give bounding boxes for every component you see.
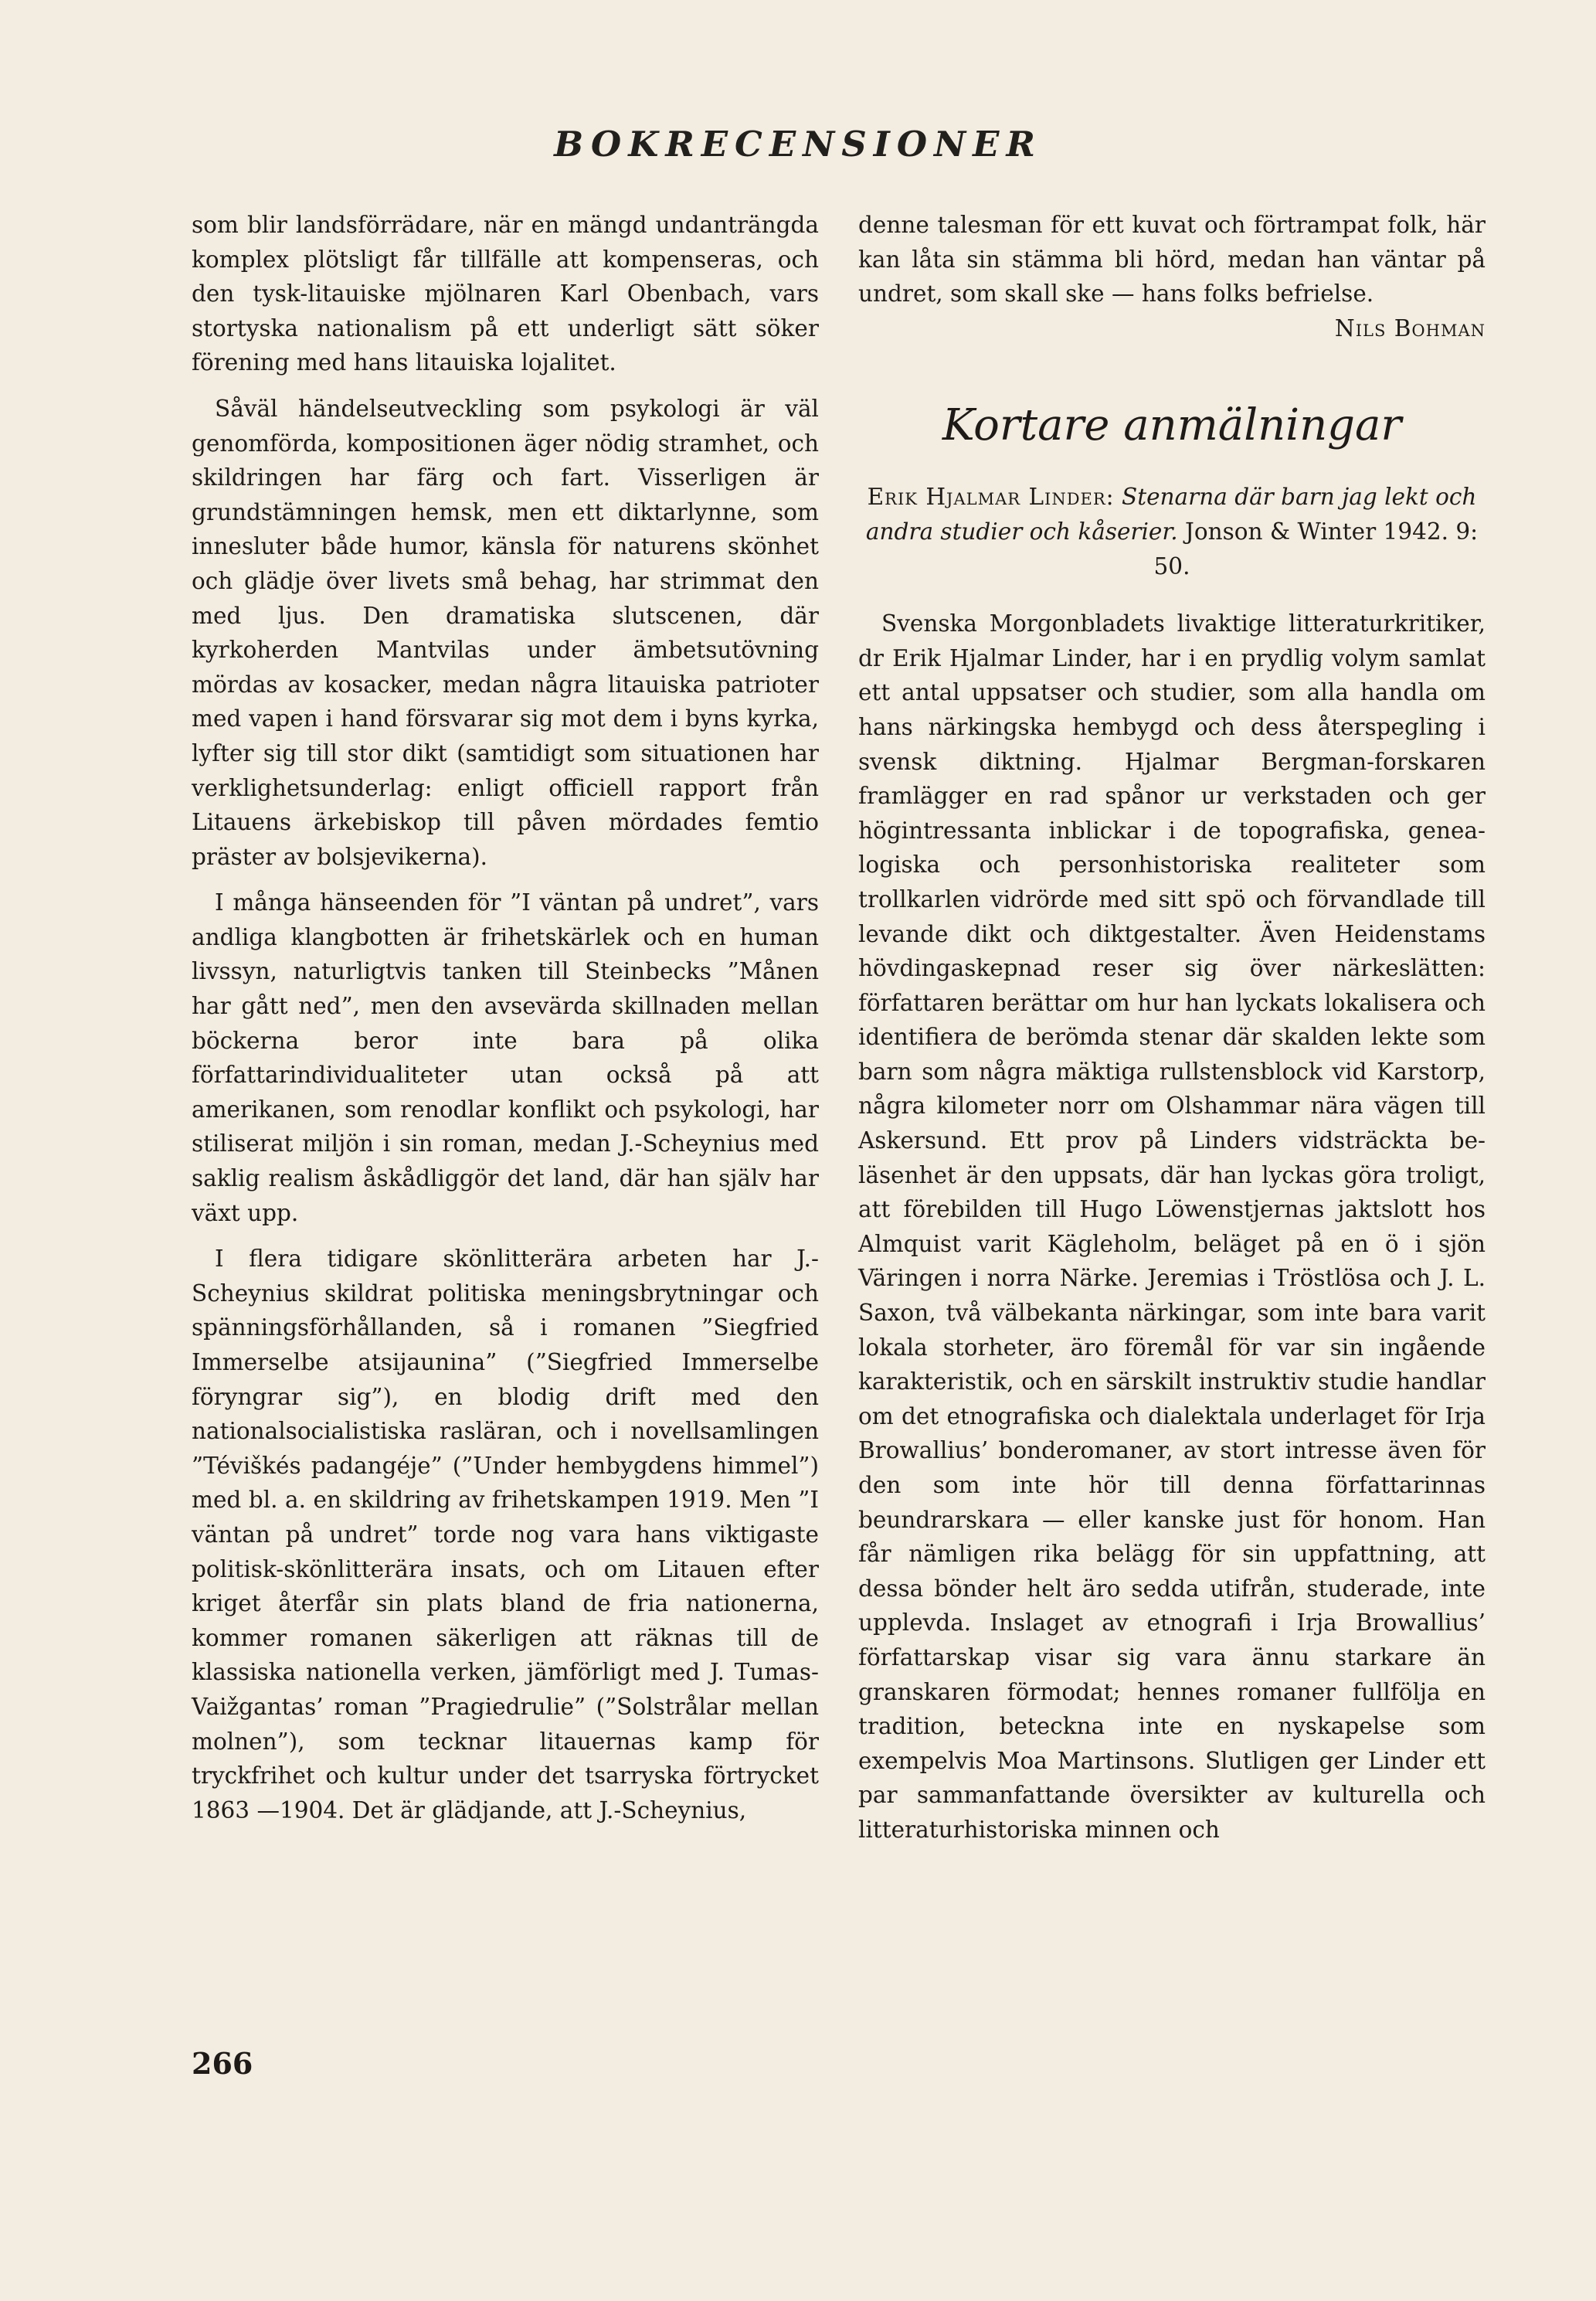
review-continuation: [858, 208, 1486, 342]
citation-publisher: Jonson & Winter 1942. 9: 50.: [1153, 518, 1479, 579]
continuation-text: denne talesman för ett kuvat och förtrampat folk, här kan låta sin stämma bli hörd, medan han väntar på undret, som skall ske — hans folks befrielse.: [858, 212, 1486, 308]
running-head: BOKRECENSIONER: [554, 124, 1042, 165]
page-number: 266: [192, 2046, 253, 2081]
paragraph: I många hänseenden för ”I väntan på undret”, vars andliga klangbotten är frihetskärlek och en human livssyn, naturligtvis tanken till Steinbecks ”Månen har gått ned”, men den avsevärda skillnaden mellan böckerna beror inte bara på olika författarindividualiteter utan också på att amerikanen, som renodlar konflikt och psykologi, har stiliserat miljön i sin roman, medan J.-Scheynius med saklig realism åskådliggör det land, där han själv har växt upp.: [192, 889, 819, 1226]
paragraph: I flera tidigare skönlitterära arbeten har J.-Scheynius skildrat politiska meningsbrytningar och spänningsförhållanden, så i romanen ”Siegfried Immerselbe atsijaunina” (”Siegfried Immerselbe föryngrar sig”), en blodig drift med den nationalsocialistiska rasläran, och i novellsamlingen ”Téviškés padangéje” (”Under hembygdens himmel”) med bl. a. en skildring av frihetskampen 1919. Men ”I väntan på undret” torde nog vara hans viktigaste politisk-skönlitterära insats, och om Litauen efter kriget återfår sin plats bland de fria nationerna, kommer romanen säkerligen att räknas till de klassiska nationella verken, jämförligt med J. Tumas-Vaižgantas’ roman ”Pragiedrulie” (”Solstrålar mellan molnen”), som tecknar litauernas kamp för tryckfrihet och kultur under det tsarryska förtrycket 1863 —1904. Det är glädjande, att J.-Scheynius,: [192, 1246, 819, 1823]
paragraph: som blir landsförrädare, när en mängd undanträngda komplex plötsligt får tillfälle att kompenseras, och den tysk-litauiske mjölnaren Karl Obenbach, vars stortyska nationalism på ett underligt sätt söker förening med hans litauiska lojalitet.: [192, 212, 819, 376]
section-title: Kortare anmälningar: [942, 400, 1402, 451]
citation-title: Stenarna där barn jag lekt och andra studier och kåserier.: [865, 484, 1477, 545]
left-column: [192, 208, 819, 1839]
paragraph: Såväl händelseutveckling som psykologi är väl genomförda, kompositionen äger nödig stramhet, och skildringen har färg och fart. Visserligen är grundstämningen hemsk, men ett diktarlynne, som innesluter både humor, känsla för naturens skönhet och glädje över livets små behag, har strimmat den med ljus. Den dramatiska slutscenen, där kyrkoherden Mantvilas under ämbetsutövning mördas av kosacker, medan några litauiska patrioter med vapen i hand försvarar sig mot dem i byns kyrka, lyfter sig till stor dikt (samtidigt som situationen har verklighetsunderlag: enligt officiell rapport från Litauens ärkebiskop till påven mördades femtio präster av bolsjevikerna).: [192, 395, 819, 870]
citation-author: Erik Hjalmar Linder:: [867, 484, 1115, 511]
book-citation: [858, 480, 1486, 583]
review-text: Svenska Morgonbladets livaktige litteraturkritiker, dr Erik Hjalmar Linder, har i en prydlig volym samlat ett antal uppsatser och studier, som alla handla om hans närkingska hembygd och dess återspegling i svensk diktning. Hjalmar Bergman-forskaren framlägger en rad spånor ur verkstaden och ger högintressanta inblickar i de topografiska, genealogiska och personhistoriska realiteter som trollkarlen vidrörde med sitt spö och förvandlade till levande dikt och diktgestalter. Även Heidenstams hövdingaskepnad reser sig över närkeslätten: författaren berättar om hur han lyckats lokalisera och identifiera de berömda stenar där skalden lekte som barn som några mäktiga rullstensblock vid Karstorp, några kilometer norr om Olshammar nära vägen till Askersund. Ett prov på Linders vidsträckta beläsenhet är den uppsats, där han lyckas göra troligt, att förebilden till Hugo Löwenstjernas jaktslott hos Almquist varit Kägleholm, beläget på en ö i sjön Väringen i norra Närke. Jeremias i Tröstlösa och J. L. Saxon, två välbekanta närkingar, som inte bara varit lokala storheter, äro föremål för var sin ingående karakteristik, och en särskilt instruktiv studie handlar om det etnografiska och dialektala underlaget för Irja Browallius’ bonderomaner, av stort intresse även för den som inte hör till denna författarinnas beundrarskara — eller kanske just för honom. Han får nämligen rika belägg för sin uppfattning, att dessa bönder helt äro sedda utifrån, studerade, inte upplevda. Inslaget av etnografi i Irja Browallius’ författarskap visar sig vara ännu starkare än granskaren förmodat; hennes romaner fullfölja en tradition, beteckna inte en nyskapelse som exempelvis Moa Martinsons. Slutligen ger Linder ett par sammanfattande översikter av kulturella och litteraturhistoriska minnen och: [858, 610, 1486, 1843]
reviewer-signature: Nils Bohman: [1334, 314, 1486, 342]
right-column: [858, 208, 1486, 1859]
